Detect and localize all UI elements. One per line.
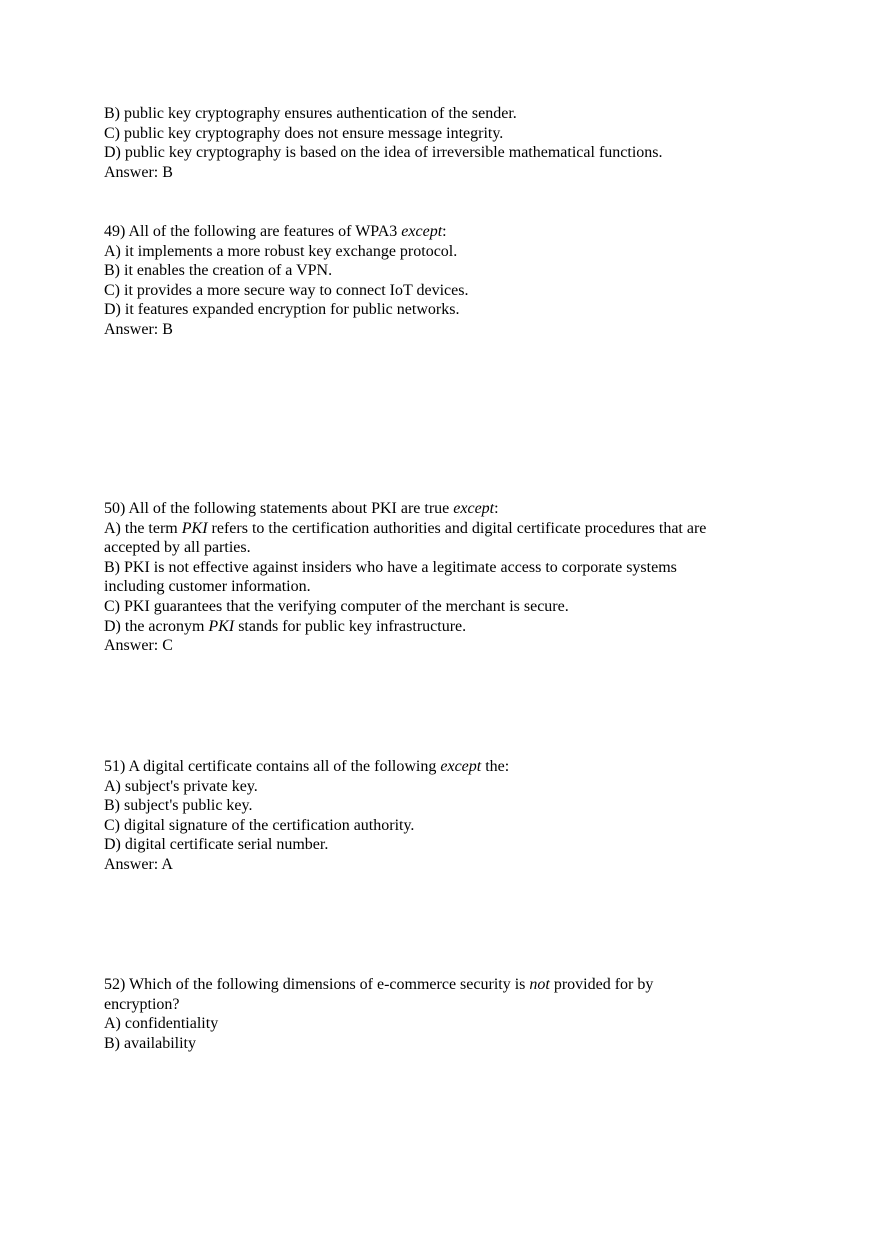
answer: Answer: C — [104, 637, 173, 655]
option-b: B) subject's public key. — [104, 797, 253, 815]
option-a: A) subject's private key. — [104, 777, 258, 795]
question-stem: 51) A digital certificate contains all of the following except the: — [104, 758, 510, 775]
answer: Answer: B — [104, 163, 173, 181]
answer: Answer: B — [104, 320, 173, 338]
option-b-continued: including customer information. — [104, 578, 311, 596]
option-c: C) digital signature of the certification authority. — [104, 816, 415, 834]
question-stem: 49) All of the following are features of WPA3 except: — [104, 223, 447, 240]
option-a: A) the term PKI refers to the certification authorities and digital certificate procedures that are — [104, 519, 707, 537]
option-b: B) PKI is not effective against insiders who have a legitimate access to corporate systems — [104, 558, 677, 576]
question-stem: 52) Which of the following dimensions of e-commerce security is not provided for by — [104, 976, 654, 993]
answer: Answer: A — [104, 855, 173, 873]
option-d: D) digital certificate serial number. — [104, 836, 329, 854]
option-c: C) PKI guarantees that the verifying computer of the merchant is secure. — [104, 597, 569, 615]
question-49 — [104, 222, 764, 340]
question-50 — [104, 499, 764, 656]
question-51 — [104, 757, 764, 875]
question-stem-continued: encryption? — [104, 995, 180, 1013]
question-stem: 50) All of the following statements about PKI are true except: — [104, 500, 499, 517]
option-d: D) public key cryptography is based on the idea of irreversible mathematical functions. — [104, 144, 663, 162]
option-a: A) it implements a more robust key exchange protocol. — [104, 242, 458, 260]
option-b: B) availability — [104, 1034, 196, 1052]
option-b: B) public key cryptography ensures authentication of the sender. — [104, 105, 517, 122]
option-c: C) it provides a more secure way to connect IoT devices. — [104, 281, 469, 299]
option-d: D) the acronym PKI stands for public key infrastructure. — [104, 617, 467, 635]
option-b: B) it enables the creation of a VPN. — [104, 262, 333, 280]
option-c: C) public key cryptography does not ensure message integrity. — [104, 124, 504, 142]
option-a: A) confidentiality — [104, 1015, 219, 1033]
question-52 — [104, 975, 764, 1053]
option-d: D) it features expanded encryption for public networks. — [104, 301, 460, 319]
question-48-continued — [104, 104, 764, 182]
option-a-continued: accepted by all parties. — [104, 539, 251, 557]
